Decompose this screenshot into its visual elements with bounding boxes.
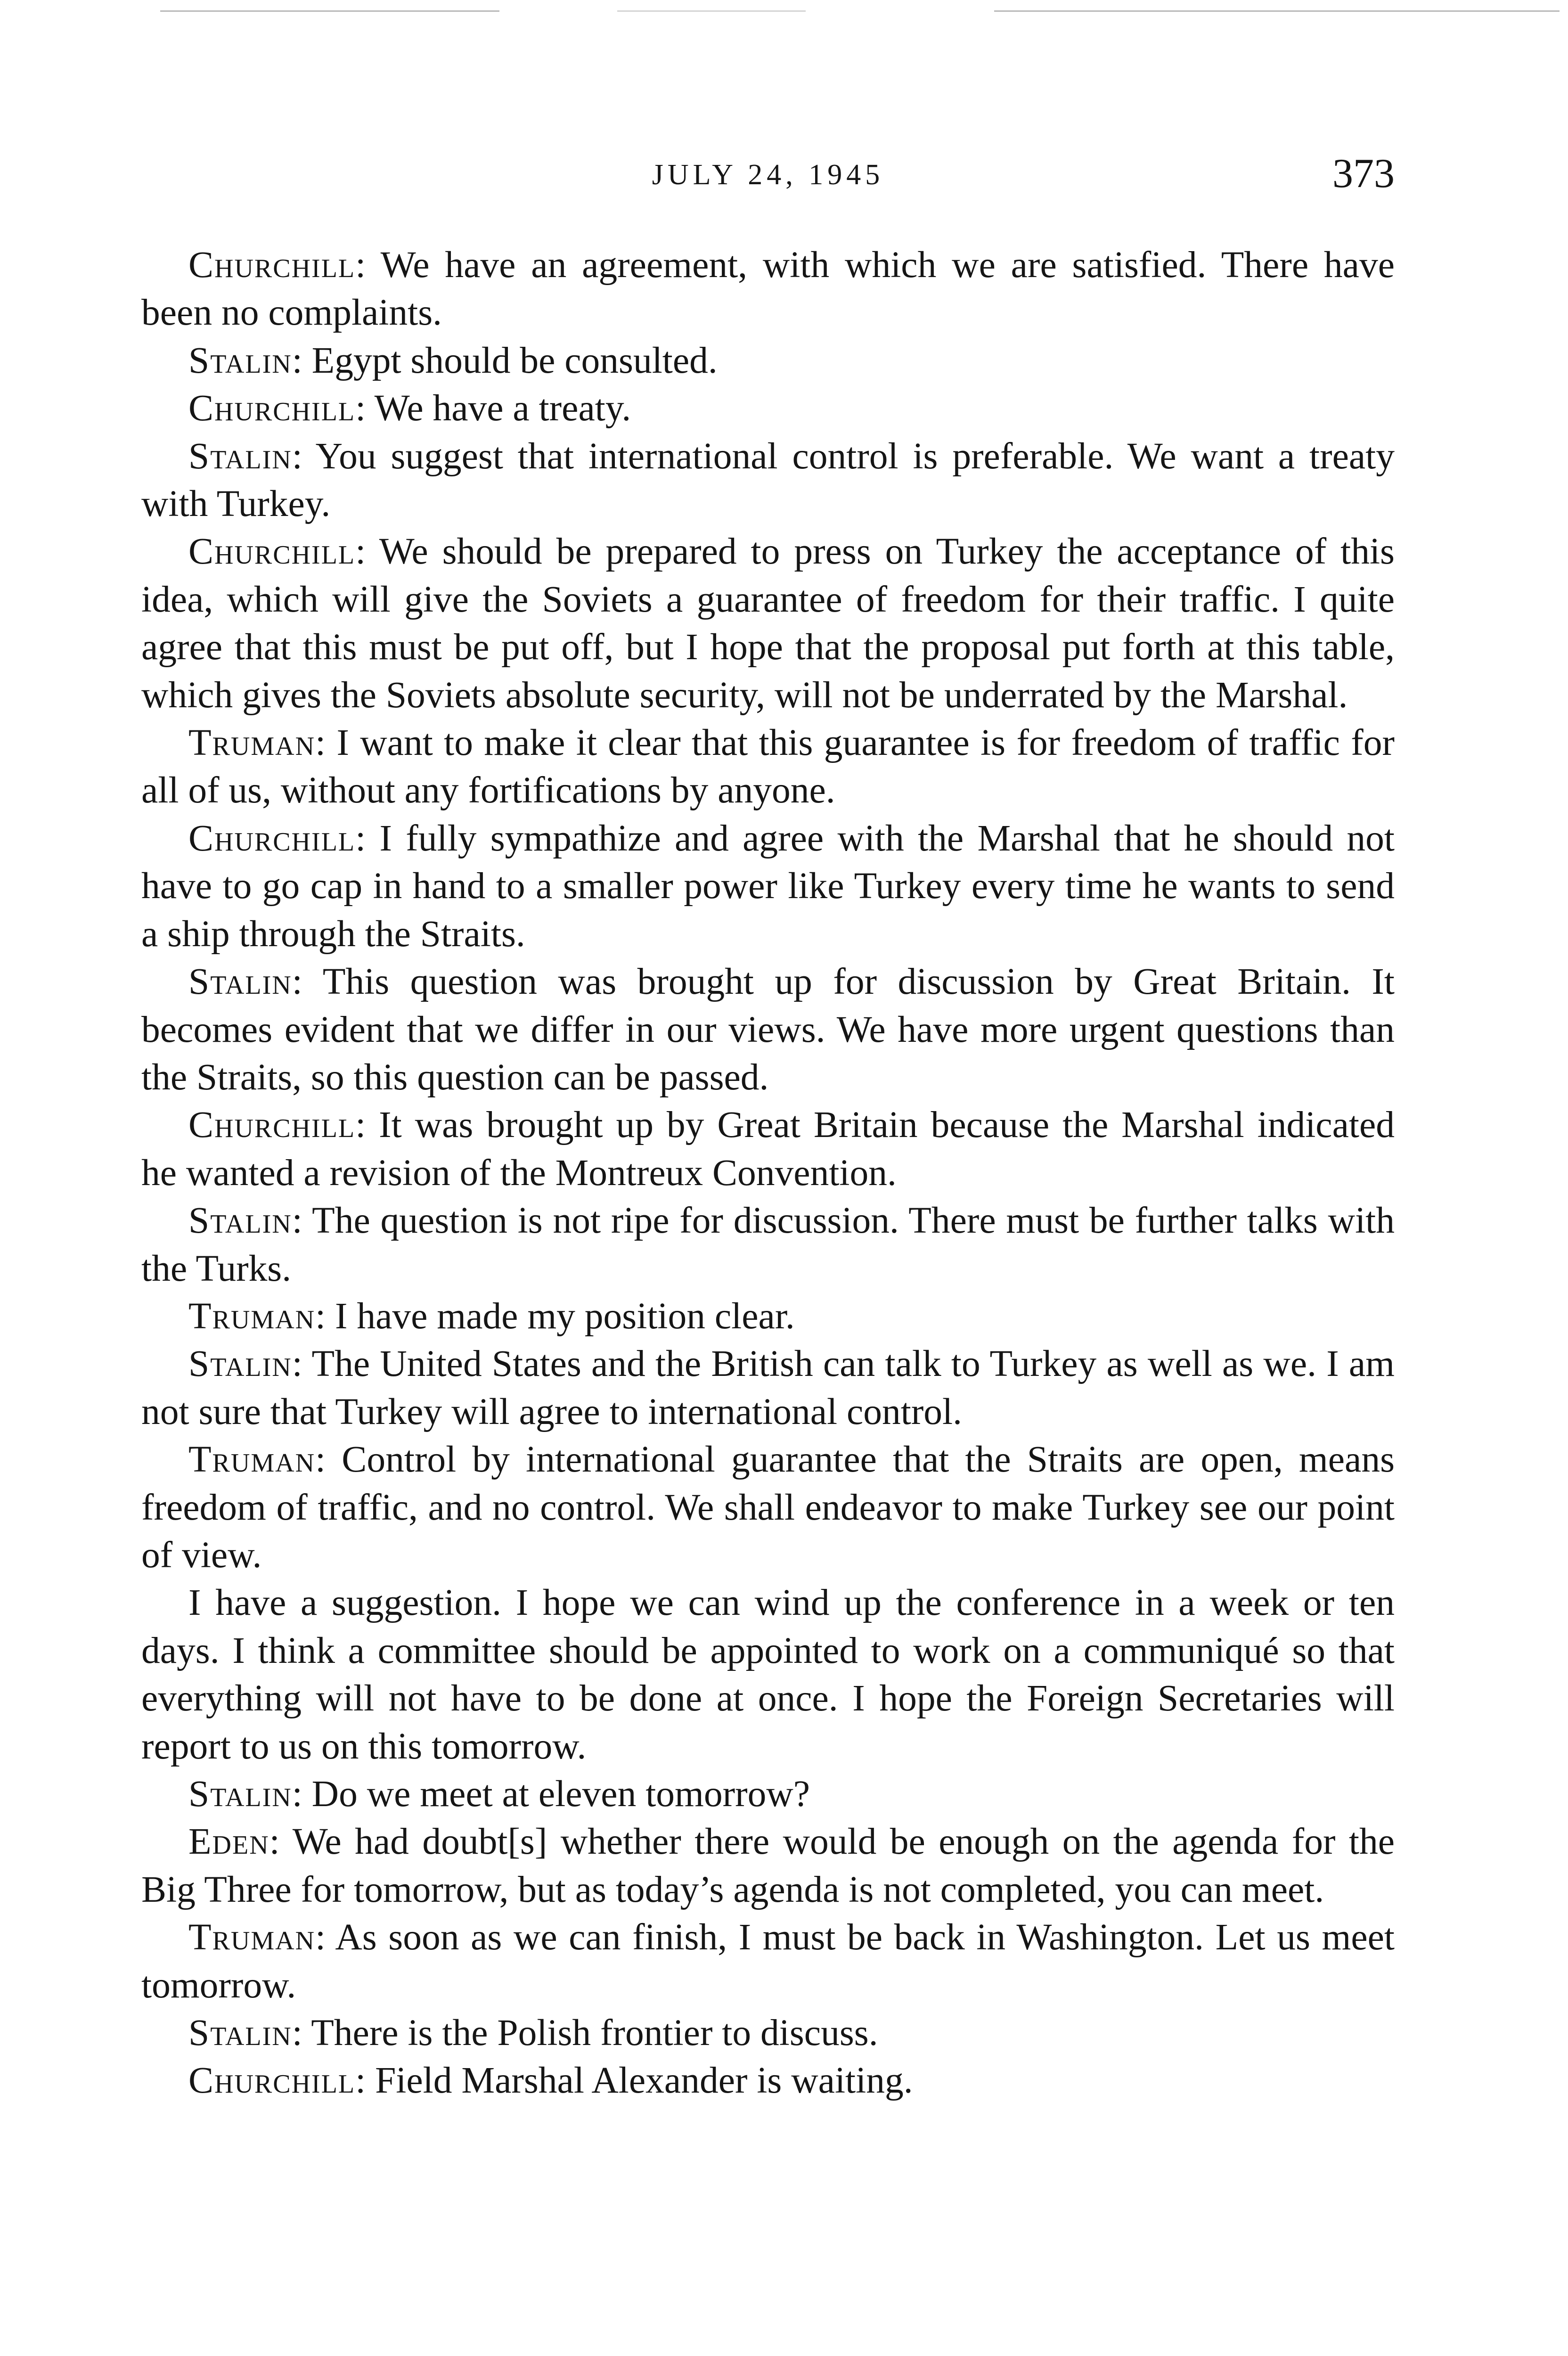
paragraph bbox=[141, 1914, 1395, 2009]
paragraph-text: I have a suggestion. I hope we can wind up the conference in a week or ten days. I think a committee should be appointed to work on a communiqué so that everything will not have to be done at once. I hope the Foreign Secretaries will report to us on this tomorrow. bbox=[141, 1582, 1395, 1767]
speaker-name: Stalin bbox=[188, 1343, 292, 1385]
paragraph-text: I want to make it clear that this guarantee is for freedom of traffic for all of us, without any fortifications by anyone. bbox=[141, 722, 1395, 811]
paragraph bbox=[141, 337, 1395, 384]
speaker-colon: : bbox=[292, 339, 312, 381]
speaker-name: Truman bbox=[188, 1439, 316, 1481]
paragraph-text: We had doubt[s] whether there would be enough on the agenda for the Big Three for tomorrow, but as today’s agenda is not completed, you can meet. bbox=[141, 1821, 1395, 1910]
speaker-name: Stalin bbox=[188, 1200, 292, 1242]
speaker-name: Churchill bbox=[188, 817, 356, 859]
paragraph bbox=[141, 2009, 1395, 2057]
paragraph-text: It was brought up by Great Britain because the Marshal indicated he wanted a revision of the Montreux Convention. bbox=[141, 1104, 1395, 1194]
speaker-colon: : bbox=[269, 1821, 293, 1863]
paragraph bbox=[141, 958, 1395, 1101]
speaker-name: Churchill bbox=[188, 531, 356, 573]
paragraph bbox=[141, 815, 1395, 958]
paragraph-text: As soon as we can finish, I must be back in Washington. Let us meet tomorrow. bbox=[141, 1916, 1395, 2006]
paragraph bbox=[141, 1340, 1395, 1436]
speaker-name: Stalin bbox=[188, 435, 292, 477]
paragraph-text: You suggest that international control is preferable. We want a treaty with Turkey. bbox=[141, 435, 1395, 525]
speaker-name: Churchill bbox=[188, 2060, 356, 2102]
paragraph bbox=[141, 1436, 1395, 1579]
speaker-colon: : bbox=[355, 387, 375, 429]
paragraph-text: Egypt should be consulted. bbox=[311, 339, 718, 381]
speaker-colon: : bbox=[292, 961, 323, 1003]
speaker-colon: : bbox=[355, 1104, 379, 1146]
page-number: 373 bbox=[1332, 151, 1395, 196]
speaker-colon: : bbox=[355, 244, 381, 286]
paragraph-text: I have made my position clear. bbox=[335, 1295, 795, 1337]
speaker-name: Churchill bbox=[188, 244, 356, 286]
paragraph-text: There is the Polish frontier to discuss. bbox=[311, 2012, 878, 2054]
paragraph-text: Control by international guarantee that the Straits are open, means freedom of traffic, and no control. We shall endeavor to make Turkey see our point of view. bbox=[141, 1439, 1395, 1576]
paragraph-text: We have an agreement, with which we are satisfied. There have been no complaints. bbox=[141, 244, 1395, 334]
paragraph-text: Field Marshal Alexander is waiting. bbox=[375, 2060, 913, 2102]
running-head-date: JULY 24, 1945 bbox=[652, 159, 884, 191]
paragraph bbox=[141, 528, 1395, 719]
speaker-colon: : bbox=[292, 1773, 312, 1815]
paragraph bbox=[141, 1197, 1395, 1293]
speaker-colon: : bbox=[355, 2060, 376, 2102]
speaker-colon: : bbox=[315, 1295, 335, 1337]
paragraph bbox=[141, 384, 1395, 432]
speaker-name: Truman bbox=[188, 722, 316, 764]
speaker-name: Churchill bbox=[188, 387, 356, 429]
speaker-colon: : bbox=[315, 1439, 342, 1481]
speaker-colon: : bbox=[315, 722, 337, 764]
speaker-name: Truman bbox=[188, 1916, 316, 1958]
speaker-colon: : bbox=[292, 2012, 311, 2054]
paragraph-text: Do we meet at eleven tomorrow? bbox=[311, 1773, 810, 1815]
paragraph-text: I fully sympathize and agree with the Marshal that he should not have to go cap in hand to a smaller power like Turkey every time he wants to send a ship through the Straits. bbox=[141, 817, 1395, 955]
page-header bbox=[141, 150, 1395, 202]
paragraph bbox=[141, 1293, 1395, 1340]
speaker-name: Stalin bbox=[188, 339, 292, 381]
speaker-name: Churchill bbox=[188, 1104, 356, 1146]
paragraph-text: The United States and the British can talk to Turkey as well as we. I am not sure that Turkey will agree to international control. bbox=[141, 1343, 1395, 1432]
speaker-colon: : bbox=[292, 1200, 312, 1242]
paragraph bbox=[141, 719, 1395, 815]
transcript-body bbox=[141, 241, 1395, 2105]
paragraph bbox=[141, 1818, 1395, 1914]
paragraph-text: This question was brought up for discussion by Great Britain. It becomes evident that we differ in our views. We have more urgent questions than the Straits, so this question can be passed. bbox=[141, 961, 1395, 1098]
speaker-colon: : bbox=[292, 1343, 312, 1385]
paragraph bbox=[141, 1770, 1395, 1818]
scan-edge-line-right bbox=[994, 10, 1560, 12]
speaker-colon: : bbox=[315, 1916, 335, 1958]
speaker-colon: : bbox=[355, 531, 379, 573]
paragraph-text: We have a treaty. bbox=[374, 387, 631, 429]
speaker-name: Truman bbox=[188, 1295, 316, 1337]
scan-edge-line-left bbox=[160, 10, 499, 12]
speaker-name: Eden bbox=[188, 1821, 270, 1863]
speaker-name: Stalin bbox=[188, 2012, 292, 2054]
speaker-colon: : bbox=[355, 817, 380, 859]
paragraph-text: We should be prepared to press on Turkey the acceptance of this idea, which will give the Soviets a guarantee of freedom for their traffic. I quite agree that this must be put off, but I hope that the proposal put forth at this table, which gives the Soviets absolute security, will not be underrated by the Marshal. bbox=[141, 531, 1395, 716]
speaker-colon: : bbox=[292, 435, 316, 477]
scan-edge-line-middle bbox=[617, 10, 806, 12]
paragraph bbox=[141, 433, 1395, 528]
paragraph bbox=[141, 1579, 1395, 1770]
speaker-name: Stalin bbox=[188, 961, 292, 1003]
paragraph bbox=[141, 241, 1395, 337]
paragraph bbox=[141, 2057, 1395, 2104]
paragraph bbox=[141, 1101, 1395, 1197]
paragraph-text: The question is not ripe for discussion. There must be further talks with the Turks. bbox=[141, 1200, 1395, 1289]
speaker-name: Stalin bbox=[188, 1773, 292, 1815]
